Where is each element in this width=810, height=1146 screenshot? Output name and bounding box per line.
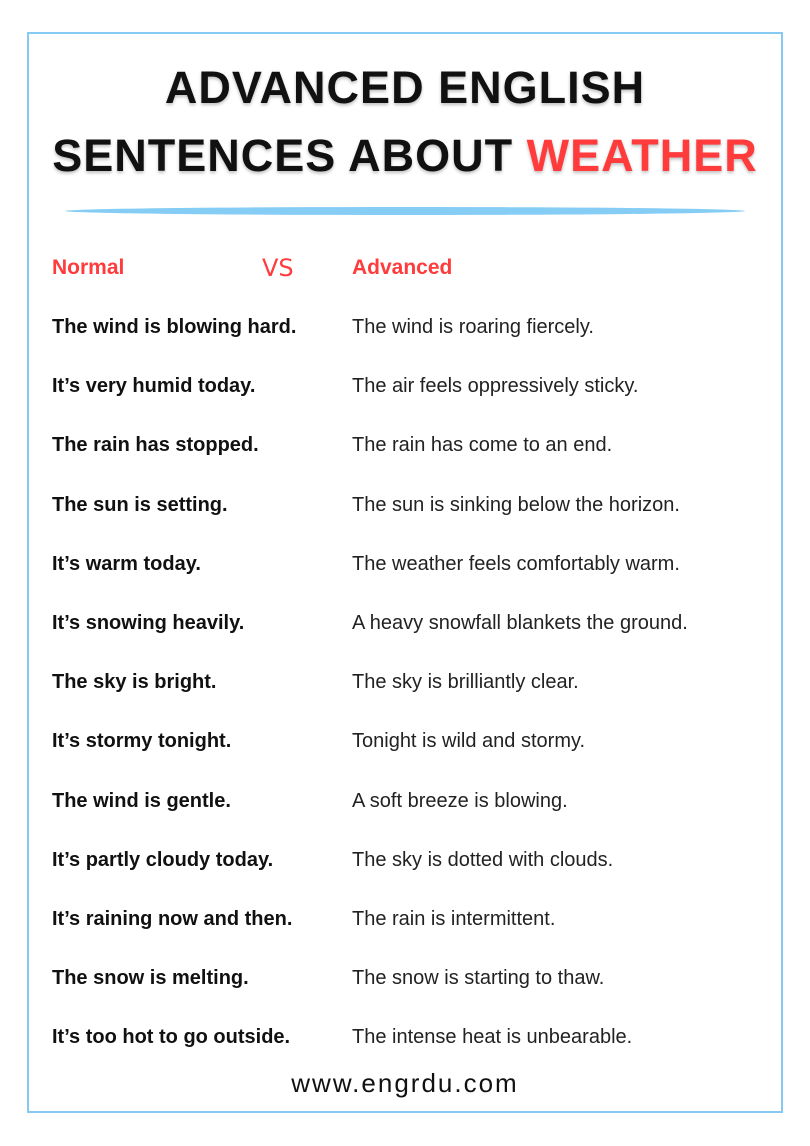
- divider: [65, 207, 745, 215]
- normal-sentence: It’s partly cloudy today.: [52, 848, 274, 871]
- table-row: [0, 494, 810, 524]
- advanced-sentence: The intense heat is unbearable.: [352, 1026, 633, 1049]
- normal-sentence: The wind is blowing hard.: [52, 316, 297, 338]
- table-row: [0, 730, 810, 760]
- advanced-sentence: A soft breeze is blowing.: [352, 789, 568, 812]
- advanced-sentence: The rain is intermittent.: [352, 908, 556, 930]
- advanced-sentence: A heavy snowfall blankets the ground.: [352, 612, 688, 634]
- normal-sentence: It’s stormy tonight.: [52, 730, 232, 753]
- normal-sentence: It’s snowing heavily.: [52, 612, 245, 634]
- title-line-1: ADVANCED ENGLISH: [164, 62, 646, 113]
- table-row: [0, 671, 810, 701]
- table-row: [0, 612, 810, 642]
- header-vs: VS: [262, 254, 294, 282]
- header-advanced: Advanced: [352, 256, 453, 279]
- advanced-sentence: The sun is sinking below the horizon.: [352, 493, 680, 516]
- normal-sentence: It’s warm today.: [52, 552, 201, 575]
- normal-sentence: The sky is bright.: [52, 671, 217, 694]
- advanced-sentence: The rain has come to an end.: [352, 434, 613, 457]
- table-row: [0, 790, 810, 820]
- title-prefix: SENTENCES ABOUT: [52, 130, 514, 181]
- advanced-sentence: The snow is starting to thaw.: [352, 967, 605, 990]
- normal-sentence: The snow is melting.: [52, 967, 249, 990]
- advanced-sentence: Tonight is wild and stormy.: [352, 730, 586, 753]
- header-normal: Normal: [52, 256, 125, 279]
- table-row: [0, 849, 810, 879]
- table-row: [0, 967, 810, 997]
- title-highlight: WEATHER: [526, 130, 758, 181]
- footer-url: www.engrdu.com: [291, 1068, 519, 1098]
- table-row: [0, 375, 810, 405]
- advanced-sentence: The sky is brilliantly clear.: [352, 671, 579, 694]
- advanced-sentence: The air feels oppressively sticky.: [352, 375, 639, 398]
- title-line-2: [0, 130, 810, 182]
- advanced-sentence: The weather feels comfortably warm.: [352, 552, 680, 575]
- normal-sentence: It’s too hot to go outside.: [52, 1026, 291, 1049]
- table-row: [0, 553, 810, 583]
- normal-sentence: The sun is setting.: [52, 493, 228, 516]
- normal-sentence: It’s very humid today.: [52, 375, 256, 398]
- table-row: [0, 1026, 810, 1056]
- normal-sentence: It’s raining now and then.: [52, 908, 293, 930]
- advanced-sentence: The sky is dotted with clouds.: [352, 848, 614, 871]
- normal-sentence: The rain has stopped.: [52, 434, 259, 457]
- table-row: [0, 434, 810, 464]
- advanced-sentence: The wind is roaring fiercely.: [352, 316, 594, 338]
- normal-sentence: The wind is gentle.: [52, 789, 231, 812]
- table-row: [0, 316, 810, 346]
- table-row: [0, 908, 810, 938]
